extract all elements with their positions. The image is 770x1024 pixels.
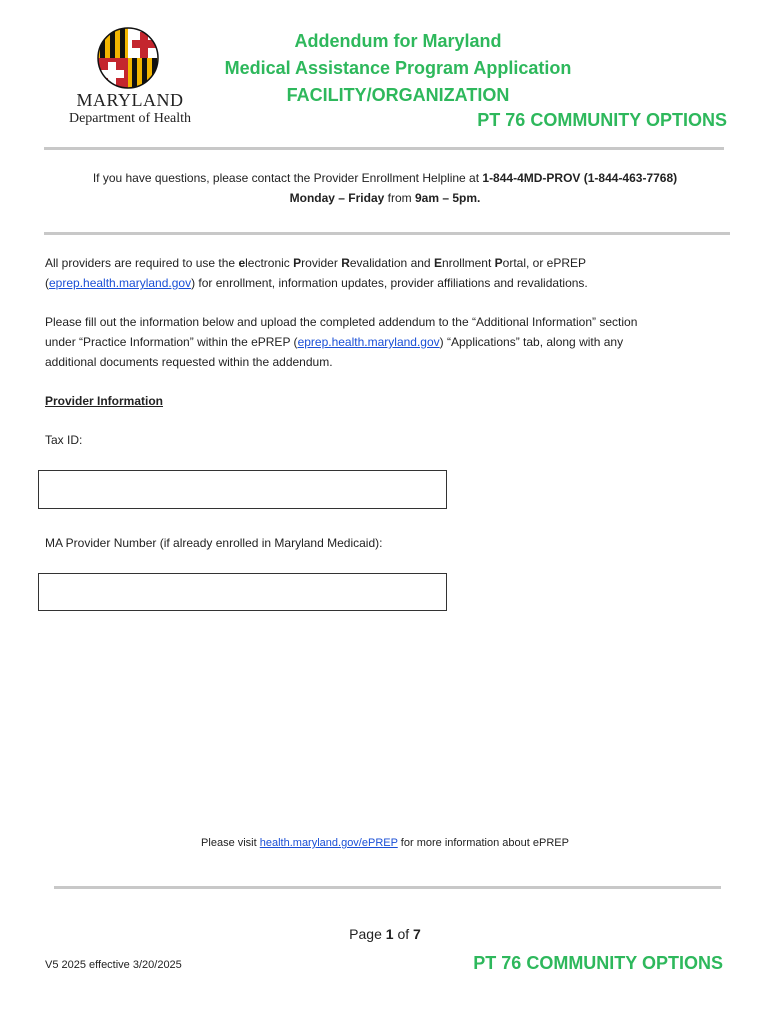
contact-divider [44, 232, 730, 235]
tax-id-label: Tax ID: [45, 433, 83, 447]
intro-paragraph-2 [45, 312, 735, 372]
footer-divider [54, 886, 721, 889]
intro-text: evalidation and [349, 256, 434, 270]
intro-text: ) for enrollment, information updates, provider affiliations and revalidations. [191, 276, 588, 290]
page-of: of [393, 926, 414, 942]
page-word: Page [349, 926, 386, 942]
intro-paragraph-1 [45, 253, 735, 293]
intro-p2-line1: Please fill out the information below and upload the completed addendum to the “Additional Information” section [45, 315, 638, 329]
tax-id-field[interactable] [38, 470, 447, 509]
contact-hours: 9am – 5pm. [414, 191, 481, 205]
intro-text: lectronic [245, 256, 294, 270]
acronym-letter: R [341, 256, 350, 270]
header-title-line1: Addendum for Maryland [294, 31, 502, 51]
intro-text: ortal, or ePREP [502, 256, 587, 270]
eprep-link-2[interactable]: eprep.health.maryland.gov [297, 335, 440, 349]
intro-p2-line3: additional documents requested within the addendum. [45, 355, 333, 369]
acronym-letter: E [433, 256, 442, 270]
contact-from: from [384, 191, 415, 205]
program-title: PT 76 COMMUNITY OPTIONS [477, 110, 727, 130]
intro-p2-line2 [45, 332, 735, 352]
eprep-link[interactable]: eprep.health.maryland.gov [49, 276, 192, 290]
header-title-line2: Medical Assistance Program Application [224, 58, 572, 78]
page-current: 1 [385, 926, 394, 942]
maryland-flag-icon [96, 26, 160, 90]
contact-line2 [0, 188, 770, 208]
visit-suffix: for more information about ePREP [397, 837, 569, 849]
intro-text: ( [45, 276, 49, 290]
ma-provider-number-label: MA Provider Number (if already enrolled in Maryland Medicaid): [45, 536, 383, 550]
visit-prefix: Please visit [201, 837, 260, 849]
intro-p1-line2 [45, 273, 735, 293]
contact-prefix: If you have questions, please contact the Provider Enrollment Helpline at [92, 171, 483, 185]
logo-department: Department of Health [68, 111, 192, 126]
maryland-health-logo [60, 26, 200, 130]
version-note: V5 2025 effective 3/20/2025 [45, 959, 182, 971]
contact-line1 [0, 168, 770, 188]
intro-text: nrollment [441, 256, 495, 270]
header-divider [44, 147, 724, 150]
ma-provider-number-field[interactable] [38, 573, 447, 611]
page-total: 7 [413, 926, 421, 942]
provider-info-heading: Provider Information [45, 394, 164, 408]
footer-program-title: PT 76 COMMUNITY OPTIONS [473, 953, 723, 973]
header-title-line3: FACILITY/ORGANIZATION [286, 85, 510, 105]
acronym-letter: e [238, 256, 246, 270]
footer-visit-note [0, 837, 770, 849]
intro-p1-line1 [45, 253, 735, 273]
helpline-phone: 1-844-4MD-PROV (1-844-463-7768) [482, 171, 678, 185]
header-title [198, 28, 598, 109]
intro-text: rovider [301, 256, 342, 270]
intro-text: All providers are required to use the [45, 256, 239, 270]
acronym-letter: P [293, 256, 302, 270]
intro-text: ) “Applications” tab, along with any [439, 335, 624, 349]
eprep-info-link[interactable]: health.maryland.gov/ePREP [259, 837, 398, 849]
contact-info [0, 168, 770, 208]
logo-name: MARYLAND [76, 90, 184, 110]
contact-days: Monday – Friday [289, 191, 385, 205]
intro-text: under “Practice Information” within the ePREP ( [45, 335, 298, 349]
page-number [0, 926, 770, 942]
acronym-letter: P [494, 256, 503, 270]
